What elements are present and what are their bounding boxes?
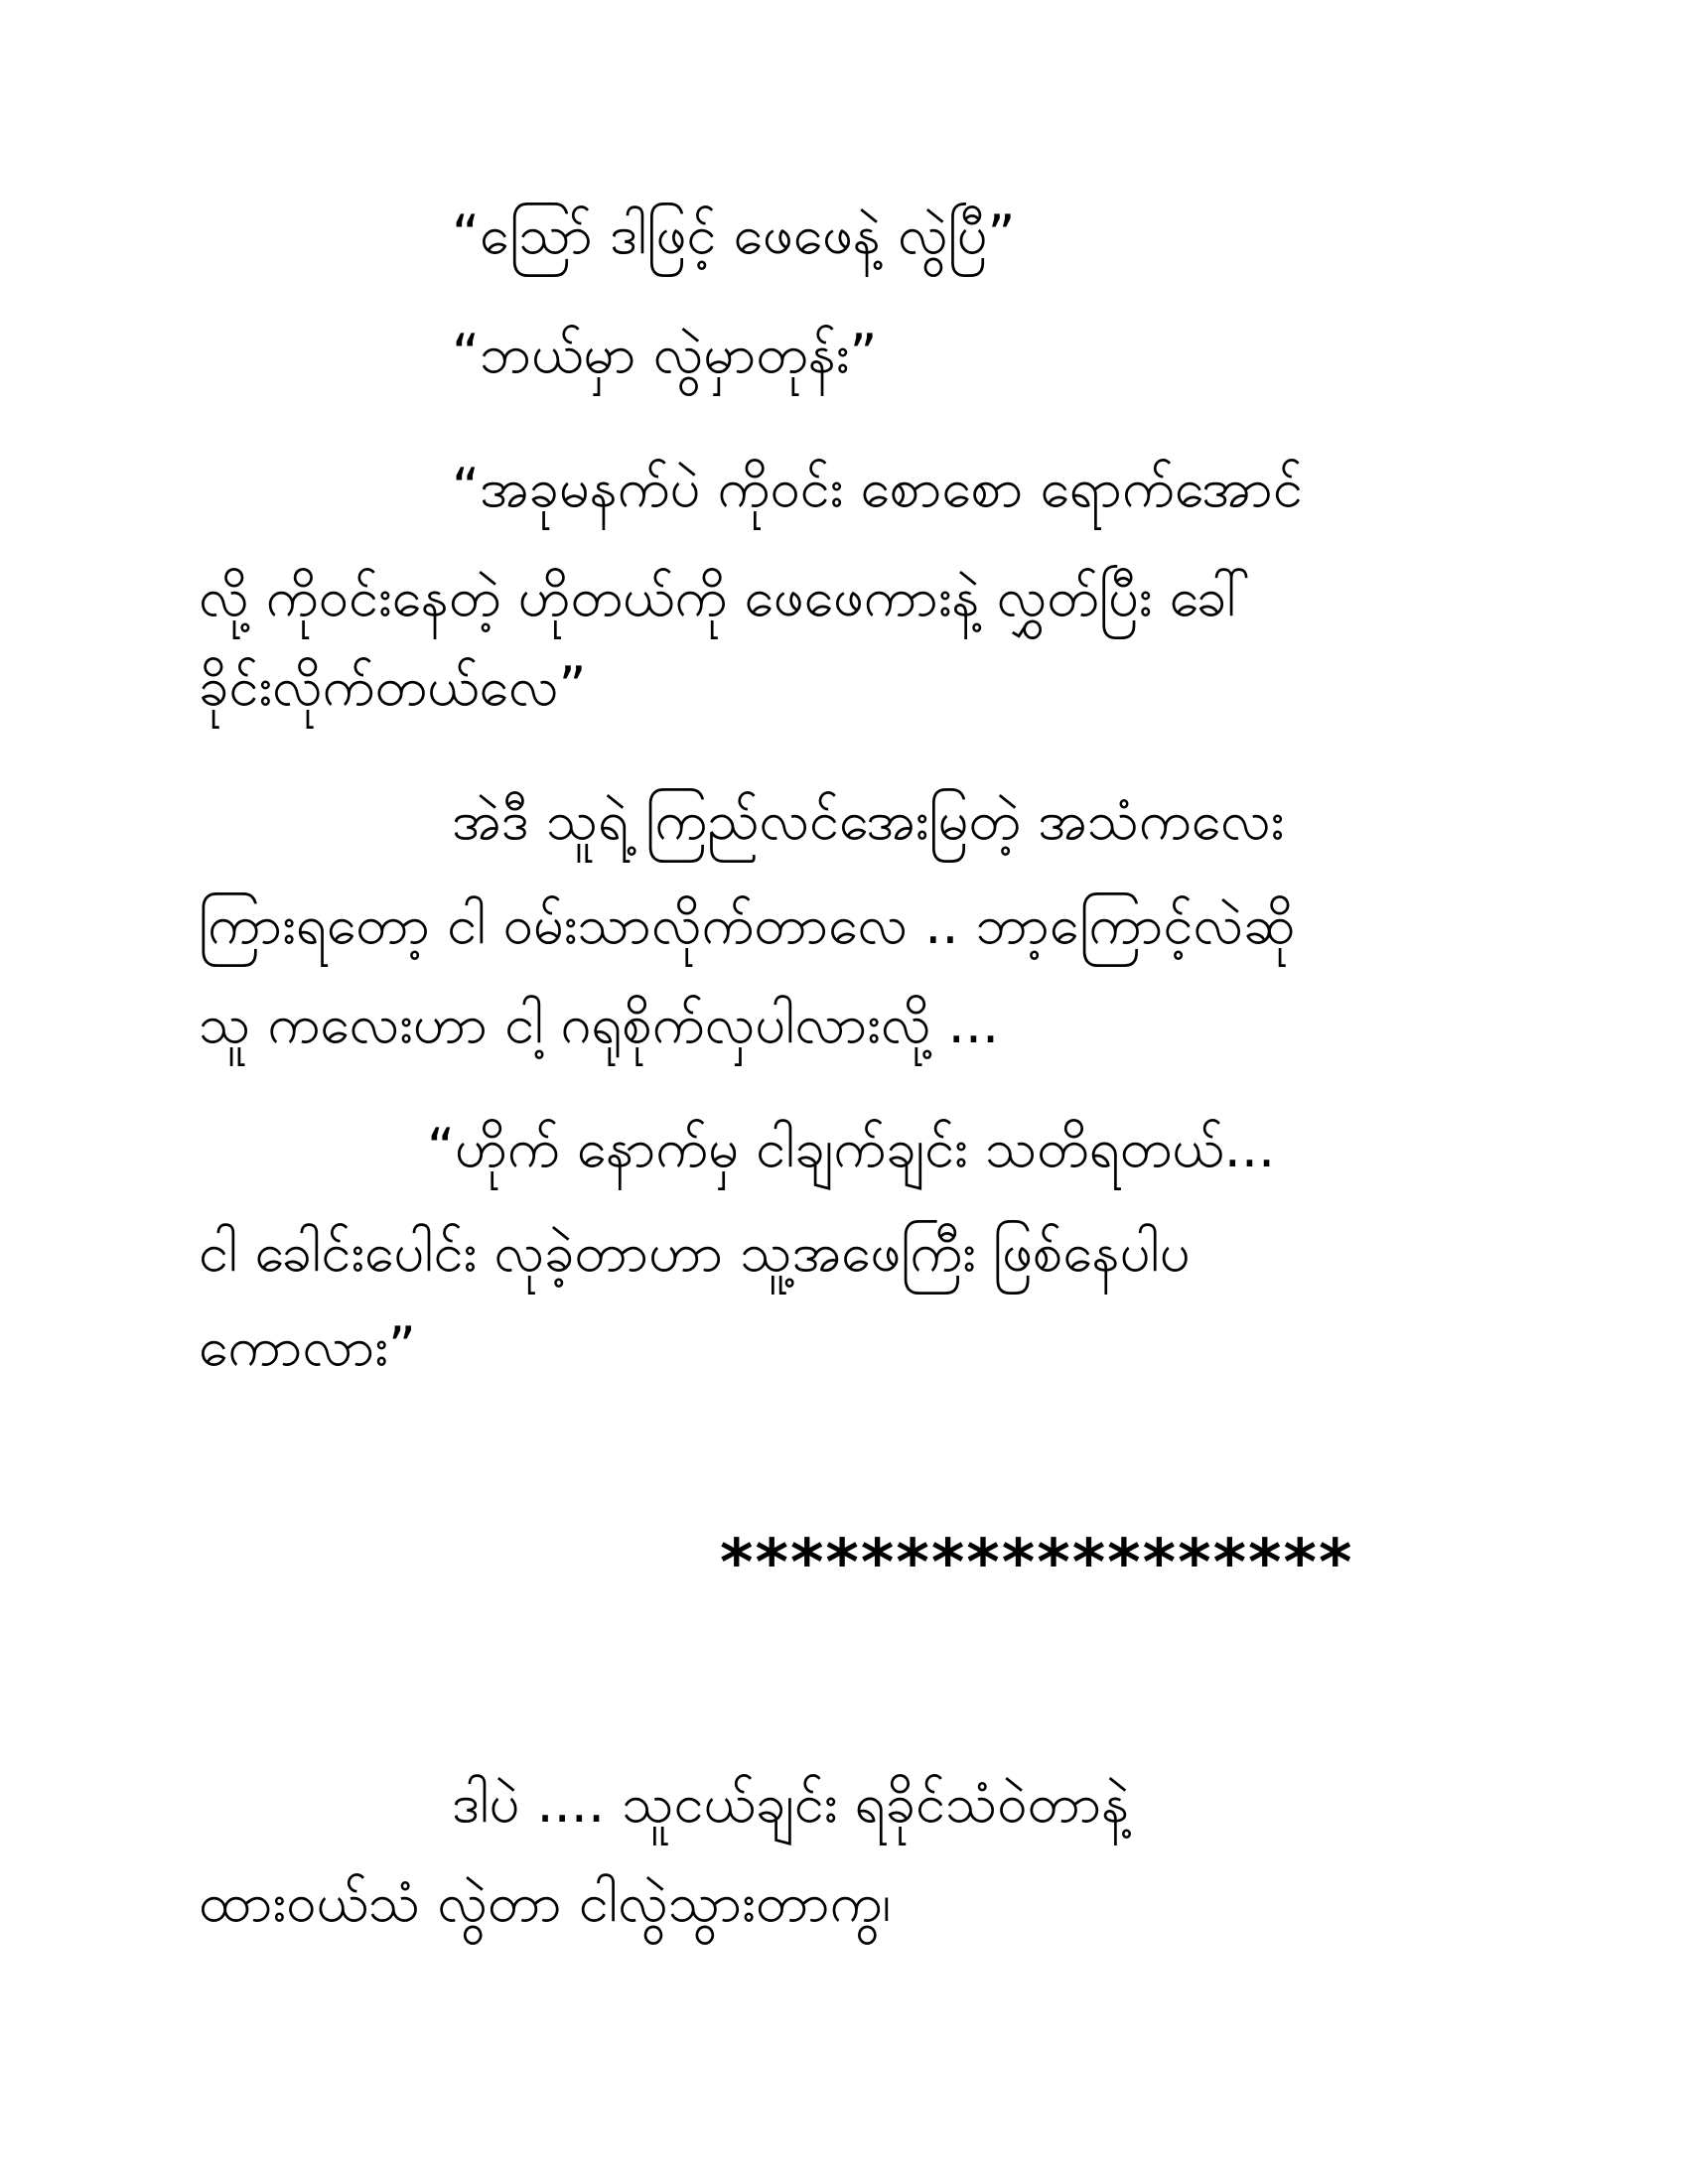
section-separator: ******************	[720, 1527, 1354, 1600]
text-line: “ဘယ်မှာ လွဲမှာတုန်း”	[452, 323, 878, 385]
text-line: “ဟိုက် နောက်မှ ငါချက်ချင်း သတိရတယ်...	[427, 1117, 1276, 1179]
text-line: အဲဒီ သူရဲ့ ကြည်လင်အေးမြတဲ့ အသံကလေး	[452, 789, 1285, 852]
text-line: “အခုမနက်ပဲ ကိုဝင်း စောစော ရောက်အောင်	[452, 457, 1303, 519]
text-line: ကြားရတော့ ငါ ဝမ်းသာလိုက်တာလေ .. ဘာ့ကြောင့်လဲဆို	[199, 893, 1296, 956]
text-line: ငါ ခေါင်းပေါင်း လုခဲ့တာဟာ သူ့အဖေကြီး ဖြစ်နေပါပ	[199, 1221, 1191, 1284]
text-line: ခိုင်းလိုက်တယ်လေ”	[199, 655, 587, 718]
text-line: ဒါပဲ .... သူငယ်ချင်း ရခိုင်သံဝဲတာနဲ့	[452, 1772, 1130, 1835]
text-line: လို့ ကိုဝင်းနေတဲ့ ဟိုတယ်ကို ဖေဖေကားနဲ့ လွှတ်ပြီး ခေါ်	[199, 566, 1251, 628]
text-line: သူ ကလေးဟာ ငါ့ ဂရုစိုက်လှပါလားလို့ ...	[199, 993, 1000, 1055]
text-line: ကောလား”	[199, 1315, 416, 1378]
text-line: “သြော် ဒါဖြင့် ဖေဖေနဲ့ လွဲပြီ”	[452, 204, 1016, 266]
text-line: ထားဝယ်သံ လွဲတာ ငါလွဲသွားတာကွ၊	[199, 1871, 891, 1934]
